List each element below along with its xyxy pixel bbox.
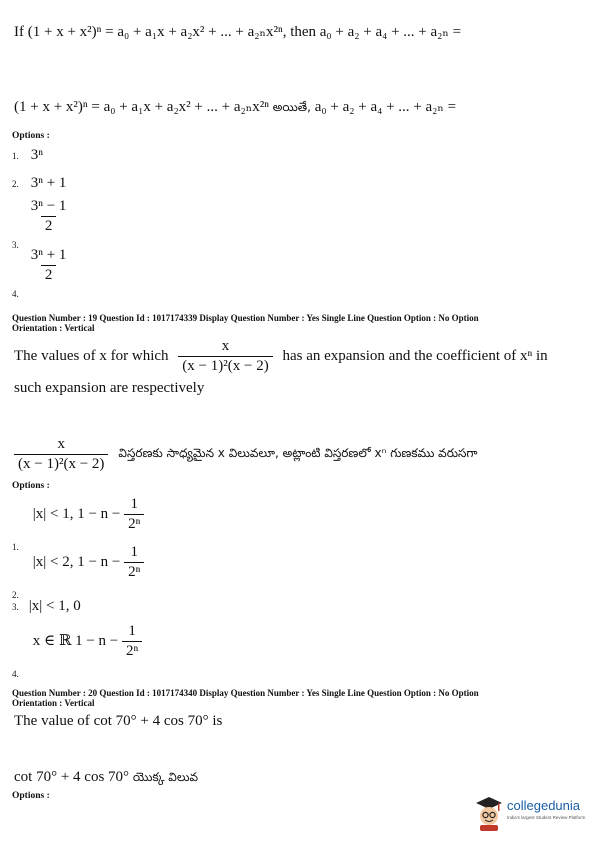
q19-option-2[interactable]: $_{2.}$ |x| < 2, 1 − n − $\frac{1}{\text{2ⁿ}}$ (12, 544, 144, 581)
q18-option-3[interactable]: $_{3.}$ $\frac{\text{3ⁿ − 1}}{2}$ (12, 198, 70, 235)
q20-orientation: Orientation : Vertical (12, 698, 95, 708)
q18-telugu-text: (1 + x + x²)ⁿ = a₀ + a₁x + a₂x² + ... + a₂ₙx²ⁿ అయితే, a₀ + a₂ + a₄ + ... + a₂ₙ = (14, 99, 457, 115)
q19-english-line2: such expansion are respectively (14, 380, 205, 396)
q19-telugu-text: $\frac{x}{\text{(x − 1)²(x − 2)}}$ విస్తరణకు సాధ్యమైన x విలువలూ, అట్లాంటి విస్తరణలో xⁿ గుణకము వరుసగా (14, 436, 477, 473)
q18-english-text: If (1 + x + x²)ⁿ = a₀ + a₁x + a₂x² + ... + a₂ₙx²ⁿ, then a₀ + a₂ + a₄ + ... + a₂ₙ = (14, 24, 462, 40)
collegedunia-logo (474, 795, 592, 835)
q19-options-label: Options : (12, 481, 50, 491)
q18-option-1[interactable]: 1. 3ⁿ (12, 147, 43, 163)
q20-meta-line: Question Number : 20 Question Id : 1017174340 Display Question Number : Yes Single Line Question Option : No Option (12, 688, 479, 698)
q18-option-4[interactable]: $_{4.}$ $\frac{\text{3ⁿ + 1}}{2}$ (12, 247, 70, 284)
q20-telugu-text: cot 70° + 4 cos 70° యొక్క విలువ (14, 769, 199, 785)
logo-tagline: India's largest Student Review Platform (507, 815, 586, 820)
logo-name: collegedunia (507, 798, 581, 813)
q19-meta-line: Question Number : 19 Question Id : 1017174339 Display Question Number : Yes Single Line Question Option : No Option (12, 313, 479, 323)
q19-option-1[interactable]: $_{1.}$ |x| < 1, 1 − n − $\frac{1}{\text{2ⁿ}}$ (12, 496, 144, 533)
q18-options-label: Options : (12, 131, 50, 141)
q19-orientation: Orientation : Vertical (12, 323, 95, 333)
q19-fraction: $\frac{x}{\text{(x − 1)²(x − 2)}}$ (178, 338, 272, 375)
q20-english-text: The value of cot 70° + 4 cos 70° is (14, 713, 223, 729)
q18-option-2[interactable]: 2. 3ⁿ + 1 (12, 175, 67, 191)
q19-english-text: The values of x for which $\frac{x}{\text{(x − 1)²(x − 2)}}$ has an expansion and the coefficient of xⁿ in (14, 338, 548, 374)
q19-option-3[interactable]: 3. |x| < 1, 0 (12, 598, 81, 614)
q19-option-4[interactable]: $_{4.}$ x ∈ ℝ 1 − n − $\frac{1}{\text{2ⁿ}}$ (12, 623, 142, 660)
q18-option-4-fraction: $\frac{\text{3ⁿ + 1}}{2}$ (30, 247, 67, 283)
q18-option-3-fraction: $\frac{\text{3ⁿ − 1}}{2}$ (30, 198, 67, 234)
graduate-avatar-icon (474, 795, 504, 831)
q19-telugu-fraction: $\frac{x}{\text{(x − 1)²(x − 2)}}$ (14, 436, 108, 473)
q20-options-label: Options : (12, 791, 50, 801)
